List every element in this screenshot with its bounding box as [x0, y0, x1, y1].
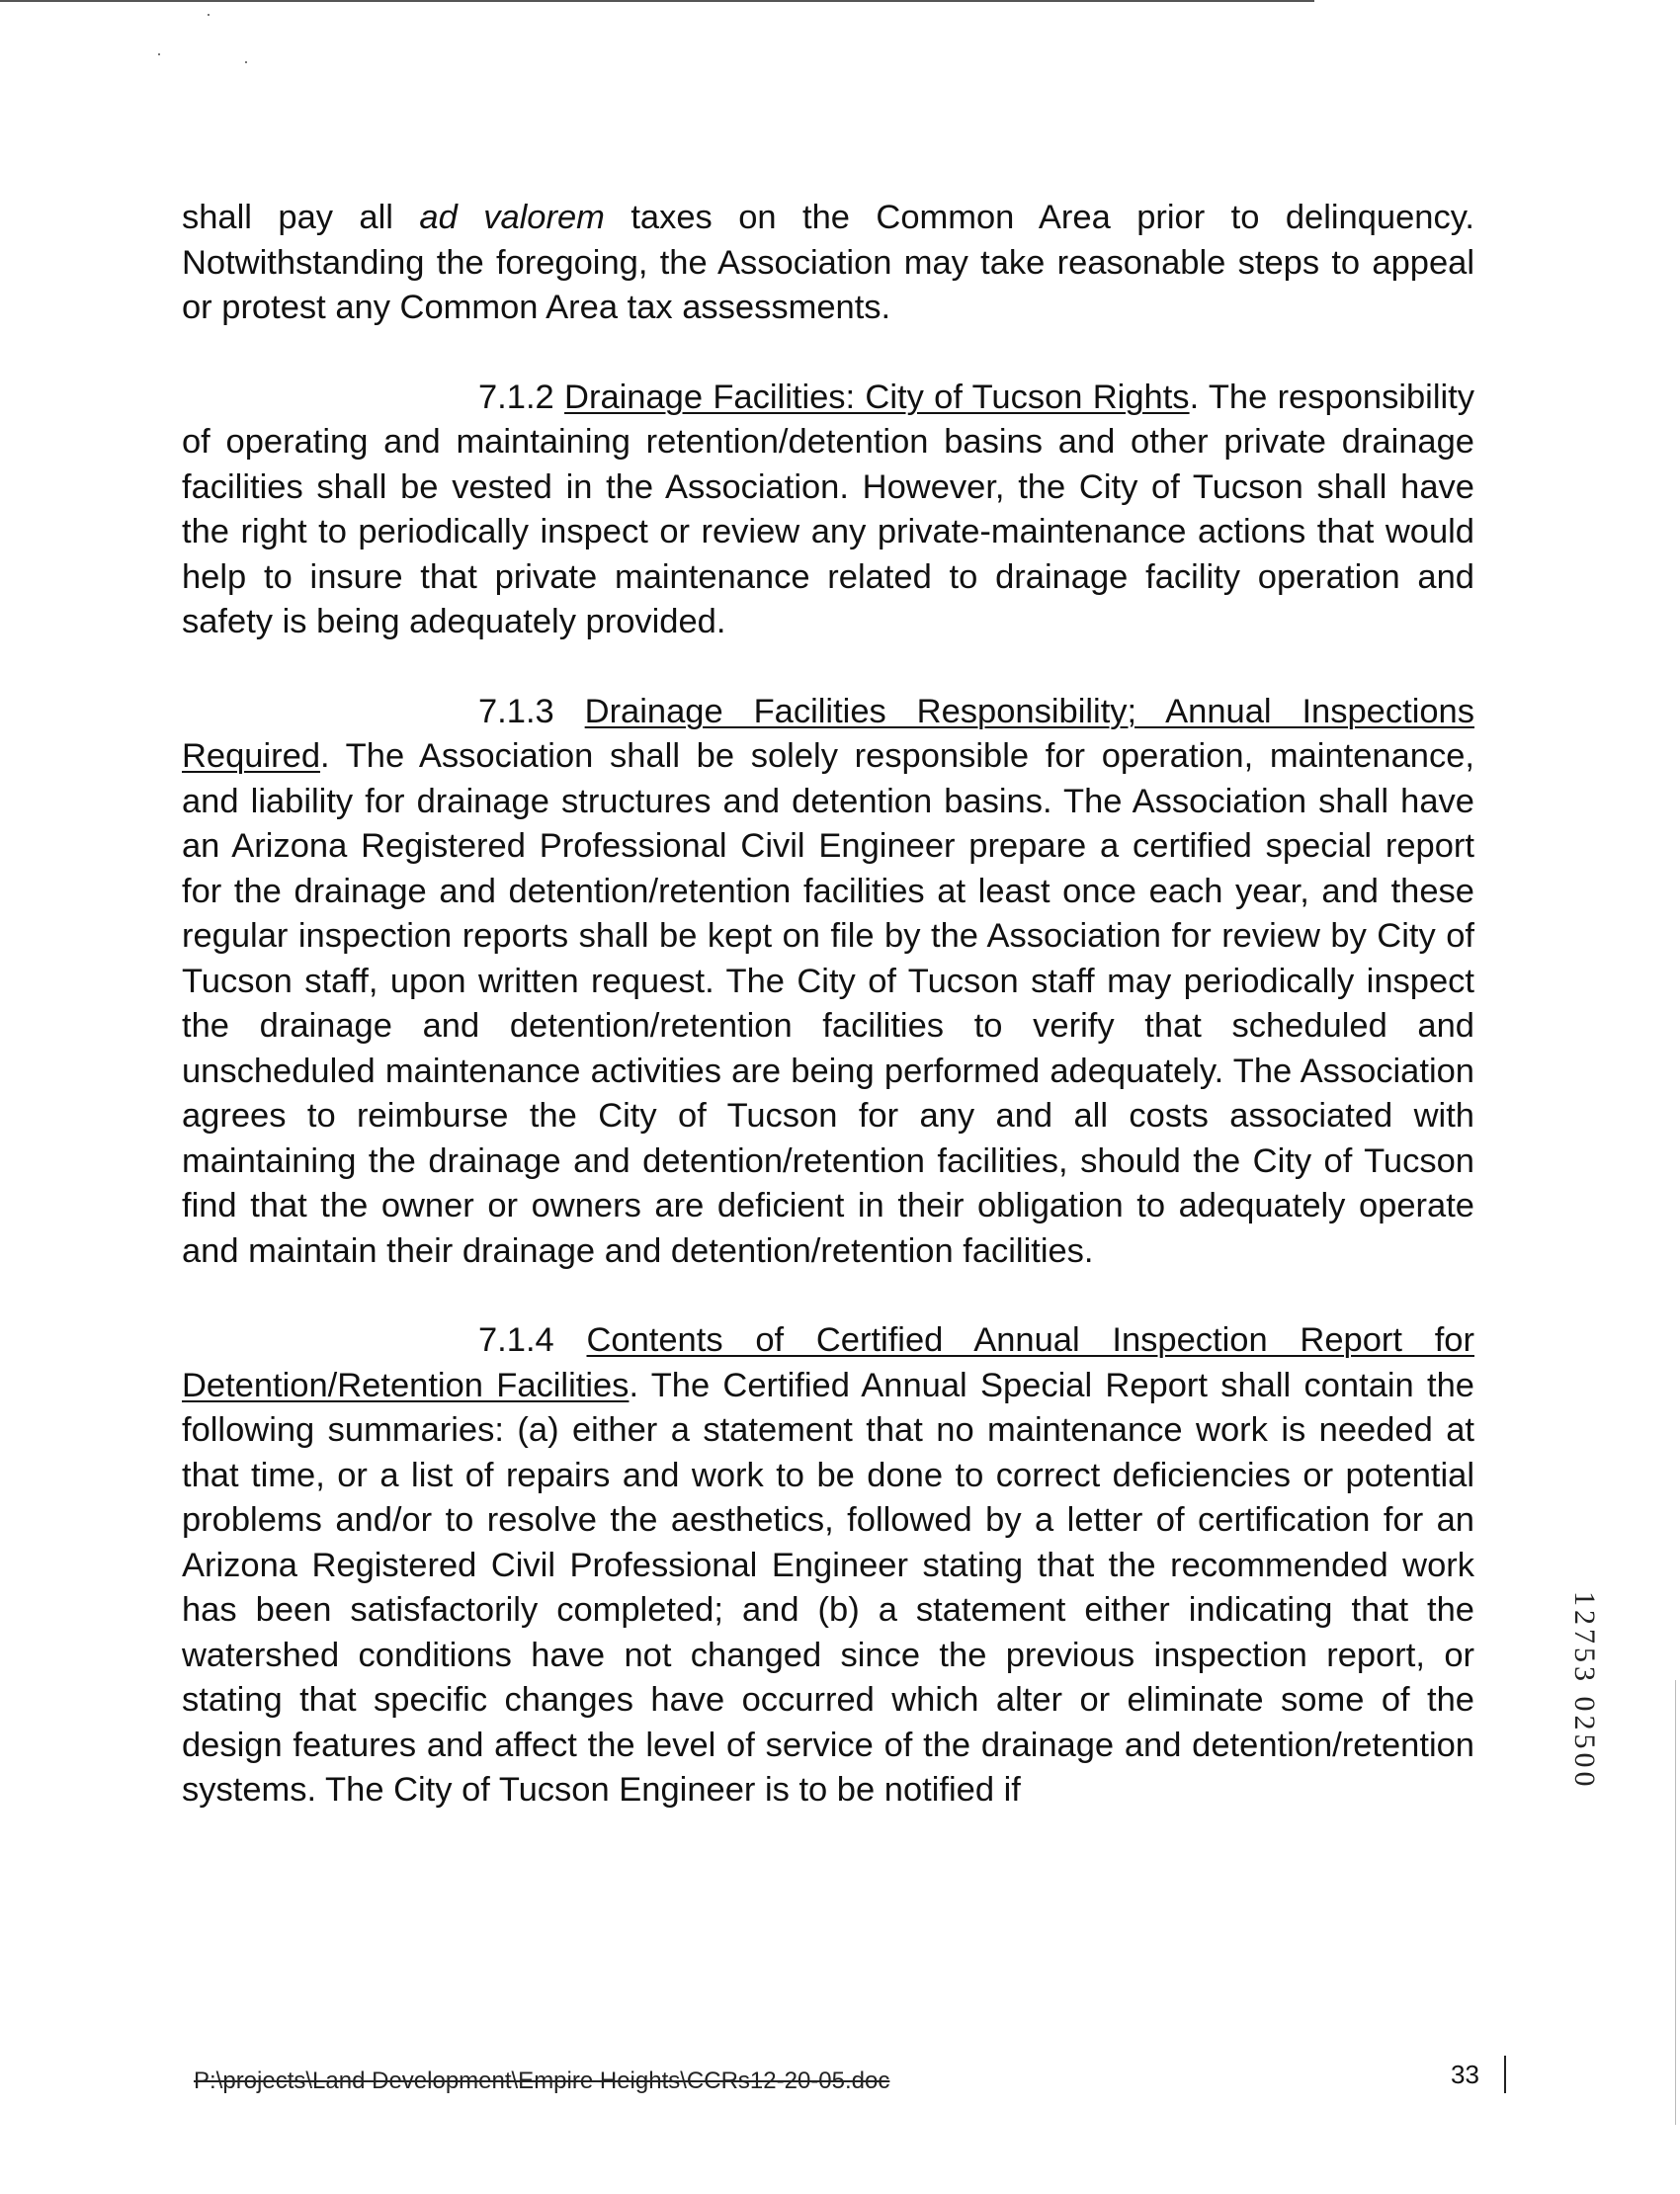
section-text: The Certified Annual Special Report shall contain the following summaries: (a) either a statement that no maintenance work is needed at that time, or a list of repairs and work to be done to correct deficiencies or potential problems and/or to resolve the aesthetics, followed by a letter of certification for an Arizona Registered Civil Professional Engineer stating that the recommended work has been satisfactorily completed; and (b) a statement either indicating that the watershed conditions have not changed since the previous inspection report, or stating that specific changes have occurred which alter or eliminate some of the design features and affect the level of service of the drainage and detention/retention systems. The City of Tucson Engineer is to be notified if — [182, 1366, 1474, 1809]
section-heading: Contents of Certified Annual Inspection Report for Detention/Retention Facilities — [182, 1321, 1474, 1404]
section-heading: Drainage Facilities: City of Tucson Rights — [564, 378, 1190, 416]
section-text: The responsibility of operating and maintaining retention/detention basins and other private drainage facilities shall be vested in the Association. However, the City of Tucson shall have the right to periodically inspect or review any private-maintenance actions that would help to insure that private maintenance related to drainage facility operation and safety is being adequately provided. — [182, 378, 1475, 640]
scan-speck — [158, 53, 160, 55]
page-number-bar — [1504, 2056, 1506, 2093]
scan-edge-line — [1675, 1680, 1676, 2125]
italic-term: ad valorem — [419, 199, 605, 236]
section-heading: Drainage Facilities Responsibility; Annual Inspections Required — [182, 692, 1474, 775]
heading-period: . — [320, 737, 330, 775]
paragraph-tax-continuation — [182, 196, 1474, 331]
section-7-1-2 — [182, 376, 1474, 645]
heading-period: . — [1189, 378, 1200, 416]
section-number: 7.1.3 — [478, 692, 585, 730]
section-number: 7.1.4 — [478, 1321, 587, 1359]
paragraph-text: taxes on the Common Area prior to delinquency. Notwithstanding the foregoing, the Association may take reasonable steps to appeal or protest any Common Area tax assessments. — [182, 199, 1475, 326]
recording-stamp-number: 12753 02500 — [1568, 1591, 1601, 1791]
footer-file-path: P:\projects\Land Development\Empire Heights\CCRs12-20-05.doc — [194, 2067, 890, 2094]
top-scan-border — [0, 0, 1314, 2]
scan-speck — [208, 14, 210, 16]
section-text: The Association shall be solely responsible for operation, maintenance, and liability for drainage structures and detention basins. The Association shall have an Arizona Registered Professional Civil Engineer prepare a certified special report for the drainage and detention/retention facilities at least once each year, and these regular inspection reports shall be kept on file by the Association for review by City of Tucson staff, upon written request. The City of Tucson staff may periodically inspect the drainage and detention/retention facilities to verify that scheduled and unscheduled maintenance activities are being performed adequately. The Association agrees to reimburse the City of Tucson for any and all costs associated with maintaining the drainage and detention/retention facilities, should the City of Tucson find that the owner or owners are deficient in their obligation to adequately operate and maintain their drainage and detention/retention facilities. — [182, 737, 1474, 1270]
scan-speck — [245, 61, 247, 63]
section-7-1-3 — [182, 690, 1474, 1275]
heading-period: . — [629, 1366, 639, 1404]
section-7-1-4 — [182, 1318, 1474, 1814]
page-number: 33 — [1451, 2060, 1479, 2089]
document-body — [182, 196, 1474, 1858]
section-number: 7.1.2 — [478, 378, 565, 416]
paragraph-text: shall pay all — [182, 199, 420, 236]
